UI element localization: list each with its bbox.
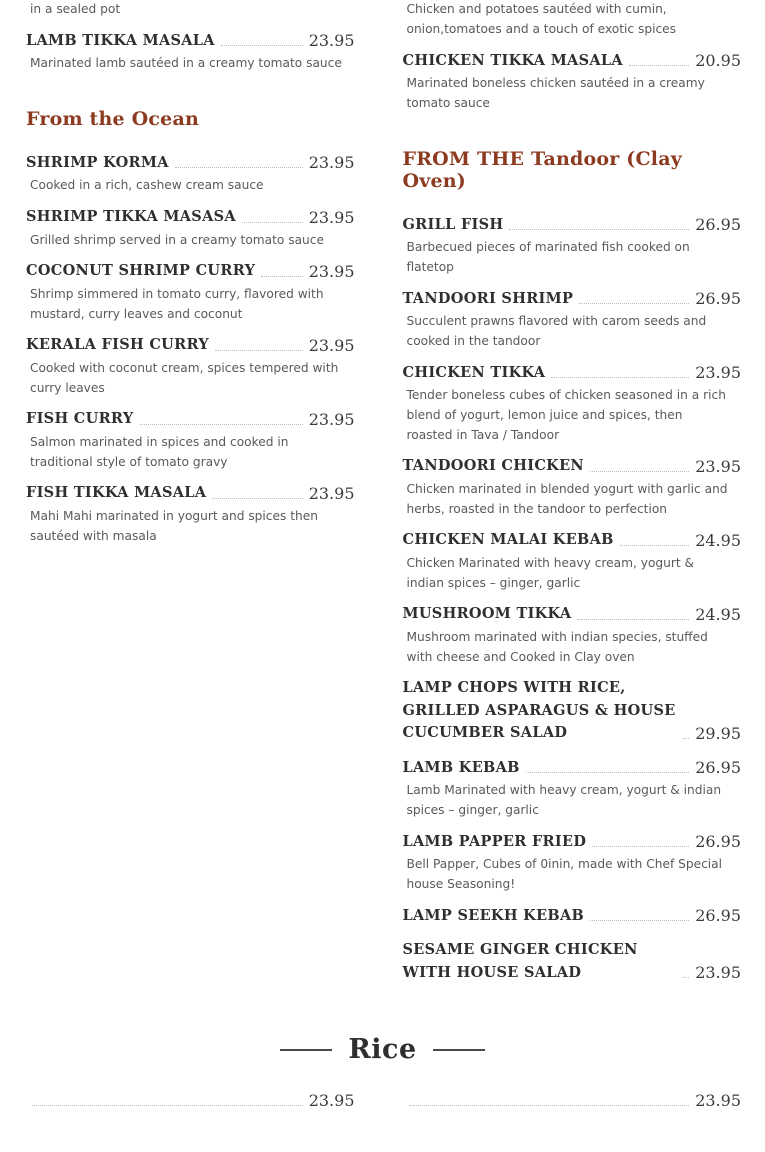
menu-item-description: Grilled shrimp served in a creamy tomato sauce xyxy=(30,232,324,247)
menu-item-price: 24.95 xyxy=(695,604,741,624)
menu-item-header xyxy=(403,939,742,984)
leader-dots xyxy=(215,350,303,351)
menu-item-description: Mahi Mahi marinated in yogurt and spices then sautéed with masala xyxy=(30,508,318,543)
menu-item-price: 23.95 xyxy=(308,31,355,51)
menu-item-price: 23.95 xyxy=(695,963,741,983)
menu-item[interactable] xyxy=(403,362,742,446)
menu-item-header xyxy=(403,455,742,477)
leader-dots xyxy=(590,471,689,472)
leader-dots xyxy=(683,977,689,978)
menu-item[interactable] xyxy=(403,757,742,821)
menu-item-name: COCONUT SHRIMP CURRY xyxy=(26,262,256,280)
leader-dots xyxy=(551,377,689,378)
leader-dots xyxy=(32,1105,303,1106)
rice-columns xyxy=(0,1091,765,1112)
menu-item-price: 23.95 xyxy=(308,261,355,281)
menu-item-header xyxy=(26,482,355,504)
menu-item-name: LAMP SEEKH KEBAB xyxy=(402,906,585,924)
menu-item[interactable] xyxy=(403,905,742,927)
leader-dots xyxy=(629,65,689,66)
partial-item-description: in a sealed pot xyxy=(30,2,121,16)
menu-item-name: MUSHROOM TIKKA xyxy=(402,605,572,623)
leader-dots xyxy=(579,303,689,304)
leader-dots xyxy=(683,738,689,739)
menu-item-name: GRILL FISH xyxy=(402,215,504,233)
menu-item[interactable] xyxy=(403,455,742,519)
menu-item-price: 26.95 xyxy=(695,215,741,234)
menu-item[interactable] xyxy=(403,677,742,744)
menu-item-price: 20.95 xyxy=(695,51,741,70)
menu-item-price: 26.95 xyxy=(695,289,741,308)
menu-item-description: Mushroom marinated with indian species, stuffed with cheese and Cooked in Clay oven xyxy=(406,629,708,664)
menu-item-header xyxy=(26,334,355,356)
menu-item-name: CHICKEN TIKKA MASALA xyxy=(402,51,623,69)
menu-item-price: 29.95 xyxy=(695,723,741,743)
rice-title-row xyxy=(0,1034,765,1065)
menu-item-price: 26.95 xyxy=(695,832,741,852)
leader-dots xyxy=(509,229,689,230)
menu-item[interactable] xyxy=(403,529,742,593)
leader-dots xyxy=(526,772,689,773)
leader-dots xyxy=(221,45,303,46)
leader-dots xyxy=(175,167,303,168)
menu-item[interactable] xyxy=(403,288,742,352)
menu-item[interactable] xyxy=(26,260,355,324)
menu-item-header xyxy=(403,529,742,551)
menu-item-header xyxy=(403,905,742,927)
menu-item-name: LAMB KEBAB xyxy=(402,758,520,776)
divider-right xyxy=(433,1049,485,1051)
menu-item[interactable] xyxy=(26,152,355,196)
menu-item-price: 23.95 xyxy=(308,153,355,173)
menu-item-description: Salmon marinated in spices and cooked in traditional style of tomato gravy xyxy=(30,434,289,469)
partial-item-description: Chicken and potatoes sautéed with cumin, onion,tomatoes and a touch of exotic spices xyxy=(406,2,677,36)
section-title-rice: Rice xyxy=(348,1034,417,1066)
menu-item-header xyxy=(403,288,742,310)
menu-item[interactable] xyxy=(26,1091,355,1112)
section-title-from-the-tandoor: FROM THE Tandoor (Clay Oven) xyxy=(402,147,682,192)
menu-item-price: 23.95 xyxy=(308,1091,355,1111)
menu-item-header xyxy=(403,831,742,853)
leader-dots xyxy=(590,920,689,921)
menu-item-name: KERALA FISH CURRY xyxy=(26,336,210,354)
partial-item-left xyxy=(26,0,355,20)
menu-item-name: CHICKEN TIKKA xyxy=(402,363,546,381)
leader-dots xyxy=(577,619,689,620)
menu-item-description: Cooked with coconut cream, spices tempered with curry leaves xyxy=(30,360,339,395)
menu-item-price: 23.95 xyxy=(308,207,355,227)
menu-item[interactable] xyxy=(403,214,742,278)
leader-dots xyxy=(261,276,302,277)
menu-item-description: Marinated lamb sautéed in a creamy tomato sauce xyxy=(30,56,342,71)
menu-item-header xyxy=(26,30,355,52)
menu-item-name: TANDOORI SHRIMP xyxy=(402,289,574,307)
menu-item-description: Marinated boneless chicken sautéed in a creamy tomato sauce xyxy=(406,76,705,110)
menu-item-description: Barbecued pieces of marinated fish cooked on flatetop xyxy=(406,240,690,274)
menu-item[interactable] xyxy=(403,603,742,667)
menu-item-price: 26.95 xyxy=(695,906,741,926)
rice-left-column xyxy=(0,1091,383,1112)
menu-item-description: Chicken marinated in blended yogurt with garlic and herbs, roasted in the tandoor to perfection xyxy=(406,481,728,516)
divider-left xyxy=(280,1049,332,1051)
left-menu-column xyxy=(0,0,383,996)
menu-item-header xyxy=(26,206,355,228)
menu-item[interactable] xyxy=(403,831,742,895)
menu-item-name: LAMB PAPPER FRIED xyxy=(402,832,587,850)
menu-item[interactable] xyxy=(26,334,355,398)
partial-item-right xyxy=(403,0,742,40)
menu-item-header xyxy=(26,260,355,282)
menu-item-name: CHICKEN MALAI KEBAB xyxy=(402,531,614,549)
menu-item-price: 23.95 xyxy=(695,456,741,476)
menu-item[interactable] xyxy=(26,408,355,472)
leader-dots xyxy=(140,424,303,425)
section-title-from-the-ocean: From the Ocean xyxy=(26,108,199,130)
menu-item-description: Shrimp simmered in tomato curry, flavored with mustard, curry leaves and coconut xyxy=(30,286,324,321)
leader-dots xyxy=(409,1105,690,1106)
menu-item-price: 23.95 xyxy=(308,335,355,355)
menu-item-description: Cooked in a rich, cashew cream sauce xyxy=(30,178,264,193)
menu-item-name: FISH CURRY xyxy=(26,410,134,428)
menu-item[interactable] xyxy=(403,1091,742,1112)
leader-dots xyxy=(242,222,303,223)
menu-item-header xyxy=(403,603,742,625)
leader-dots xyxy=(620,545,689,546)
menu-item-name: SESAME GINGER CHICKEN WITH HOUSE SALAD xyxy=(402,941,638,981)
menu-item[interactable] xyxy=(26,482,355,546)
menu-item-header xyxy=(26,408,355,430)
menu-item-price: 23.95 xyxy=(308,483,355,503)
menu-item-description: Tender boneless cubes of chicken seasoned in a rich blend of yogurt, lemon juice and spices, then roasted in Tava / Tandoor xyxy=(406,388,726,442)
menu-item-name: LAMP CHOPS WITH RICE, GRILLED ASPARAGUS & HOUSE CUCUMBER SALAD xyxy=(402,679,676,742)
menu-item-name: SHRIMP TIKKA MASASA xyxy=(26,208,236,226)
rice-right-column xyxy=(383,1091,765,1112)
menu-item-header xyxy=(403,757,742,779)
menu-item[interactable] xyxy=(403,939,742,984)
menu-item-header xyxy=(403,362,742,384)
menu-item-price: 26.95 xyxy=(695,758,741,778)
leader-dots xyxy=(592,846,689,847)
menu-item-header xyxy=(26,152,355,174)
menu-item-header xyxy=(403,677,742,744)
menu-item-header xyxy=(403,50,742,72)
menu-item-description: Lamb Marinated with heavy cream, yogurt & indian spices – ginger, garlic xyxy=(406,783,722,817)
menu-item[interactable] xyxy=(26,30,355,74)
menu-item-name: LAMB TIKKA MASALA xyxy=(26,31,215,49)
menu-item-name: SHRIMP KORMA xyxy=(26,154,169,171)
menu-item-description: Bell Papper, Cubes of 0inin, made with Chef Special house Seasoning! xyxy=(406,857,723,891)
leader-dots xyxy=(212,498,302,499)
menu-item-price: 23.95 xyxy=(695,363,741,382)
menu-item-price: 24.95 xyxy=(695,530,741,550)
section-rice xyxy=(0,1034,765,1112)
menu-item[interactable] xyxy=(26,206,355,250)
menu-item-name: TANDOORI CHICKEN xyxy=(402,457,584,475)
menu-item-name: FISH TIKKA MASALA xyxy=(26,484,207,502)
right-menu-column xyxy=(383,0,765,996)
menu-item-header xyxy=(403,214,742,236)
menu-item-description: Succulent prawns flavored with carom seeds and cooked in the tandoor xyxy=(406,314,707,348)
menu-item-price: 23.95 xyxy=(695,1091,741,1111)
menu-item-description: Chicken Marinated with heavy cream, yogurt & indian spices – ginger, garlic xyxy=(406,555,695,590)
menu-item[interactable] xyxy=(403,50,742,114)
menu-item-price: 23.95 xyxy=(308,409,355,429)
